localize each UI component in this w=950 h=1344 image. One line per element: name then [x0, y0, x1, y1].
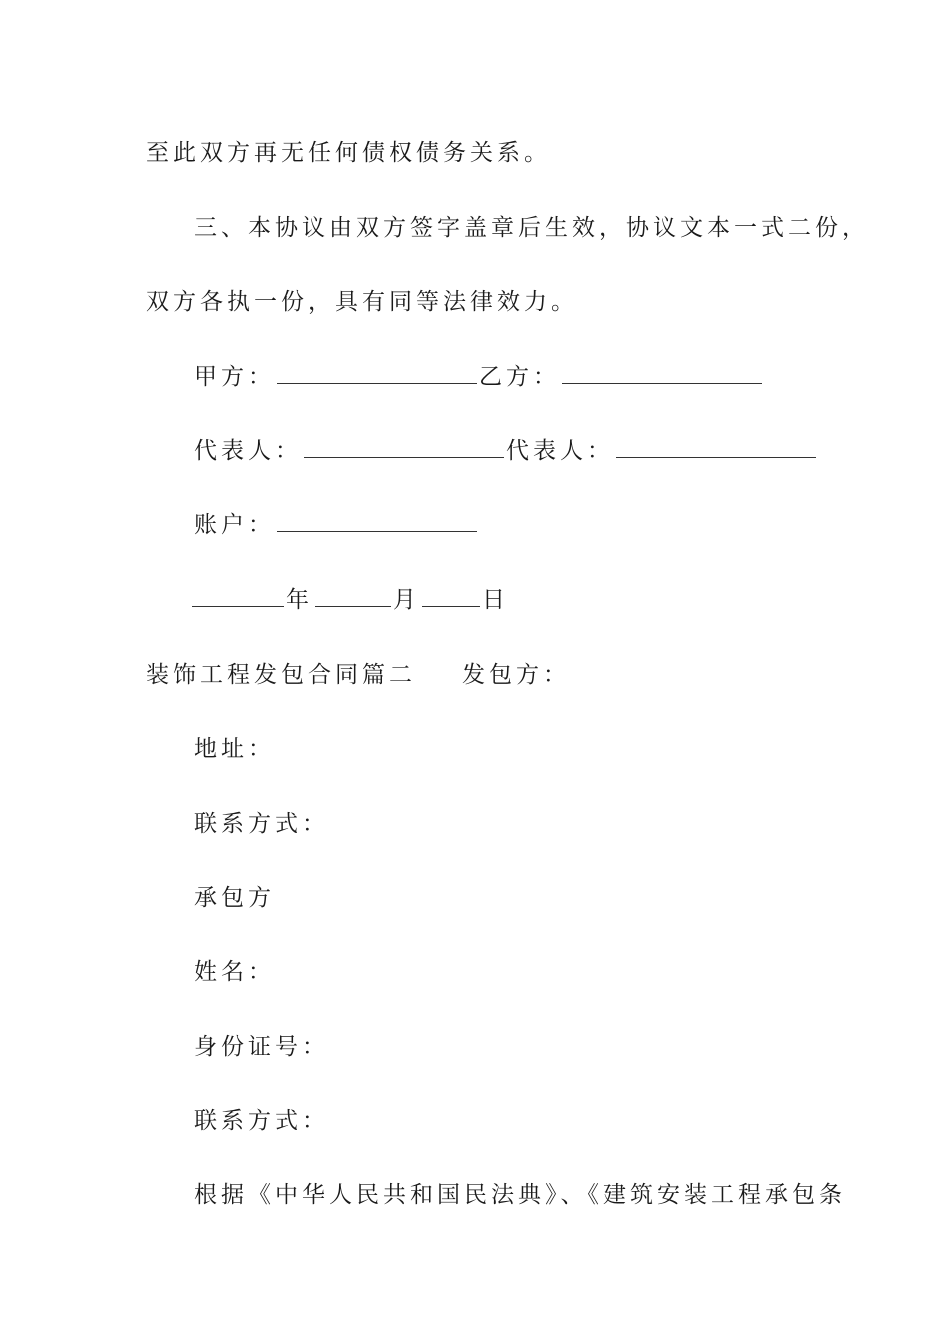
party-b-blank[interactable] — [562, 365, 762, 384]
day-label: 日 — [482, 587, 509, 613]
name-label: 姓名： — [194, 959, 275, 985]
section-title: 装饰工程发包合同篇二 — [146, 662, 416, 688]
account-blank[interactable] — [277, 513, 477, 532]
party-a-blank[interactable] — [277, 365, 477, 384]
year-blank[interactable] — [192, 588, 284, 607]
month-label: 月 — [393, 587, 420, 613]
text-line-legal-basis: 根据《中华人民共和国民法典》、《建筑安装工程承包条 — [194, 1182, 846, 1208]
party-b-label: 乙方： — [479, 364, 560, 390]
date-row — [192, 585, 509, 615]
signature-row-parties — [194, 362, 764, 392]
employer-label: 发包方： — [462, 662, 570, 688]
year-label: 年 — [286, 587, 313, 613]
signature-row-account — [194, 510, 479, 540]
month-blank[interactable] — [315, 588, 391, 607]
text-line-legal-effect: 双方各执一份，具有同等法律效力。 — [146, 289, 578, 315]
section-heading-row — [146, 660, 570, 690]
contractor-label: 承包方 — [194, 885, 275, 911]
signature-row-representatives — [194, 436, 818, 466]
id-number-label: 身份证号： — [194, 1034, 329, 1060]
address-label: 地址： — [194, 736, 275, 762]
contact-label-contractor: 联系方式： — [194, 1108, 329, 1134]
contact-label-employer: 联系方式： — [194, 811, 329, 837]
rep-a-blank[interactable] — [304, 439, 504, 458]
account-label: 账户： — [194, 512, 275, 538]
text-line-debt-relation: 至此双方再无任何债权债务关系。 — [146, 140, 551, 166]
party-a-label: 甲方： — [194, 364, 275, 390]
rep-b-blank[interactable] — [616, 439, 816, 458]
day-blank[interactable] — [422, 588, 480, 607]
rep-b-label: 代表人： — [506, 438, 614, 464]
text-line-clause-three: 三、本协议由双方签字盖章后生效，协议文本一式二份， — [194, 215, 869, 241]
rep-a-label: 代表人： — [194, 438, 302, 464]
